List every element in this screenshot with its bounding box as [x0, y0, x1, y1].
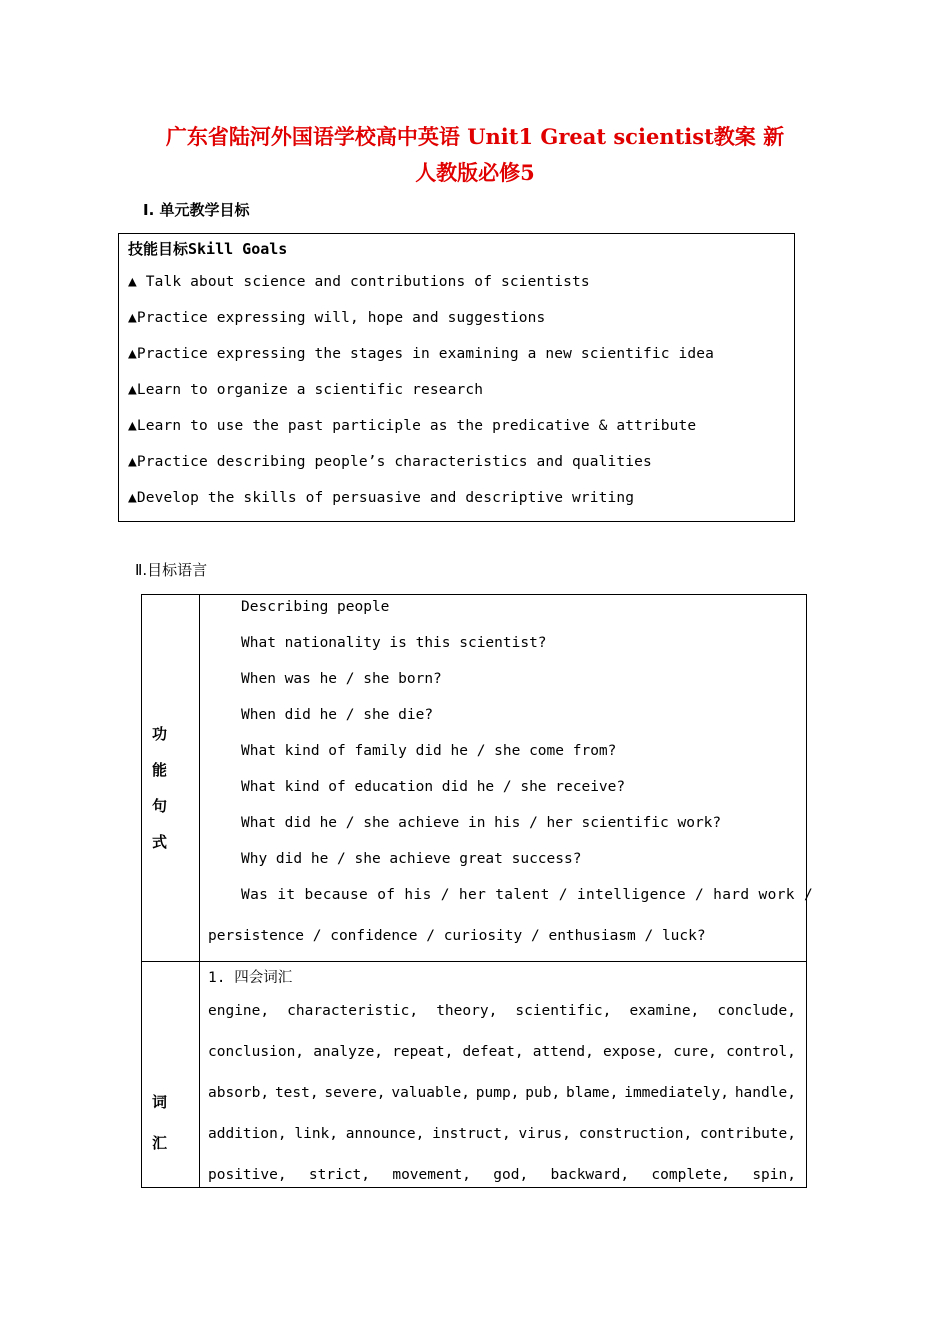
vocabulary-row — [208, 1003, 796, 1019]
vocab-word: positive, — [208, 1167, 287, 1183]
vocab-word: handle, — [734, 1085, 796, 1101]
target-language-table — [141, 594, 814, 1188]
functional-line: persistence / confidence / curiosity / enthusiasm / luck? — [208, 928, 706, 944]
vocab-word: pub, — [525, 1085, 561, 1101]
functional-line: Was it because of his / her talent / intelligence / hard work / — [241, 887, 814, 903]
functional-label-char: 功 — [152, 725, 168, 743]
vocab-word: god, — [493, 1167, 529, 1183]
vocab-word: severe, — [324, 1085, 386, 1101]
vocab-word: blame, — [566, 1085, 619, 1101]
functional-label-char: 式 — [152, 833, 168, 851]
vocab-word: movement, — [392, 1167, 471, 1183]
vocab-word: repeat, — [392, 1044, 454, 1060]
skill-goals-box — [118, 233, 795, 522]
vocab-word: valuable, — [391, 1085, 470, 1101]
vocab-word: scientific, — [515, 1003, 612, 1019]
vocabulary-row — [208, 1167, 796, 1183]
functional-line: When was he / she born? — [241, 671, 442, 687]
functional-line: Why did he / she achieve great success? — [241, 851, 582, 867]
vocab-word: conclude, — [717, 1003, 796, 1019]
vocab-word: defeat, — [462, 1044, 524, 1060]
vocabulary-row — [208, 1085, 796, 1101]
functional-label-char: 句 — [152, 797, 168, 815]
column-divider — [199, 595, 200, 1187]
vocab-word: virus, — [518, 1126, 571, 1142]
skill-goals-heading: 技能目标Skill Goals — [128, 240, 288, 258]
vocab-word: contribute, — [699, 1126, 796, 1142]
vocabulary-label-char: 汇 — [152, 1134, 168, 1152]
section-heading-goals: Ⅰ. 单元教学目标 — [143, 201, 250, 219]
vocab-word: characteristic, — [287, 1003, 419, 1019]
vocabulary-label-char: 词 — [152, 1093, 168, 1111]
vocab-word: pump, — [475, 1085, 520, 1101]
vocab-word: control, — [726, 1044, 796, 1060]
vocab-word: test, — [274, 1085, 319, 1101]
functional-line: What kind of family did he / she come from? — [241, 743, 617, 759]
vocab-word: instruct, — [432, 1126, 511, 1142]
vocab-word: absorb, — [208, 1085, 270, 1101]
vocab-word: backward, — [550, 1167, 630, 1183]
title-line-2: 人教版必修5 — [415, 160, 535, 185]
vocab-word: cure, — [673, 1044, 717, 1060]
document-title — [100, 119, 850, 191]
goal-item: ▲Learn to organize a scientific research — [128, 382, 484, 398]
vocabulary-row — [208, 1044, 796, 1060]
goal-item: ▲Develop the skills of persuasive and descriptive writing — [128, 490, 635, 506]
vocab-word: spin, — [752, 1167, 796, 1183]
row-divider — [142, 961, 806, 962]
vocabulary-row — [208, 1126, 796, 1142]
goal-item: ▲ Talk about science and contributions of scientists — [128, 274, 590, 290]
vocab-word: addition, — [208, 1126, 287, 1142]
vocab-word: immediately, — [624, 1085, 729, 1101]
goal-item: ▲Practice describing people’s characteristics and qualities — [128, 454, 652, 470]
functional-label-char: 能 — [152, 761, 168, 779]
functional-line: When did he / she die? — [241, 707, 434, 723]
vocab-word: complete, — [651, 1167, 730, 1183]
vocab-word: expose, — [602, 1044, 665, 1060]
functional-line: What kind of education did he / she receive? — [241, 779, 626, 795]
vocabulary-subheading: 1. 四会词汇 — [208, 970, 293, 986]
functional-line: What did he / she achieve in his / her scientific work? — [241, 815, 722, 831]
vocab-word: examine, — [629, 1003, 700, 1019]
vocab-word: conclusion, — [208, 1044, 305, 1060]
vocab-word: analyze, — [313, 1044, 384, 1060]
vocab-word: announce, — [345, 1126, 425, 1142]
vocab-word: strict, — [308, 1167, 371, 1183]
functional-line: What nationality is this scientist? — [241, 635, 547, 651]
goal-item: ▲Learn to use the past participle as the predicative & attribute — [128, 418, 697, 434]
goal-item: ▲Practice expressing the stages in examining a new scientific idea — [128, 346, 715, 362]
section-heading-target-language: Ⅱ.目标语言 — [135, 561, 208, 579]
vocab-word: construction, — [578, 1126, 693, 1142]
vocab-word: attend, — [532, 1044, 594, 1060]
title-line-1: 广东省陆河外国语学校高中英语 Unit1 Great scientist教案 新 — [165, 124, 785, 149]
functional-line: Describing people — [241, 599, 390, 615]
goal-item: ▲Practice expressing will, hope and suggestions — [128, 310, 546, 326]
vocab-word: link, — [294, 1126, 339, 1142]
vocab-word: engine, — [208, 1003, 270, 1019]
vocab-word: theory, — [436, 1003, 498, 1019]
